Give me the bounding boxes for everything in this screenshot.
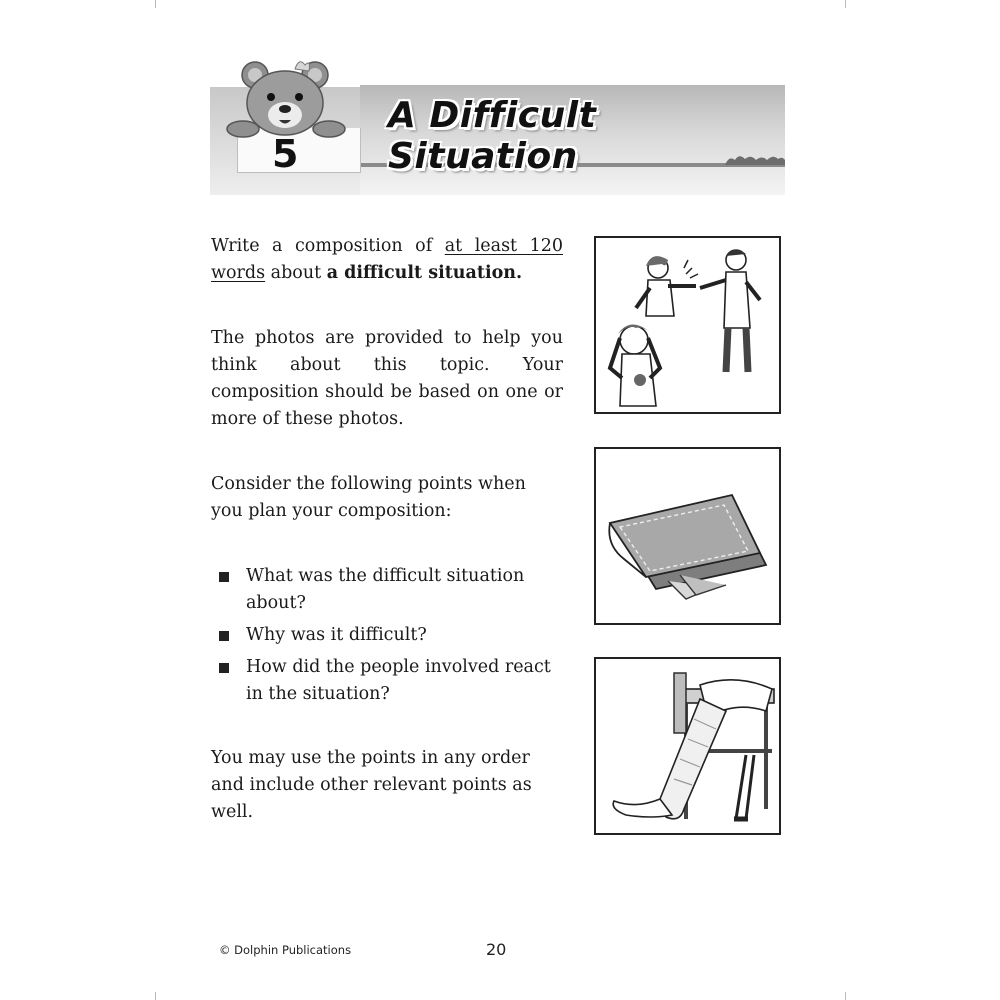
composition-topic: a difficult situation. (326, 263, 523, 283)
closing-paragraph: You may use the points in any order and include other relevant points as well. (211, 748, 532, 822)
page-title: A Difficult Situation (388, 95, 597, 177)
photo-arguing (594, 236, 781, 414)
crop-mark (845, 992, 846, 1000)
bullet-square-icon (219, 663, 229, 673)
consider-paragraph: Consider the following points when you plan your composition: (211, 474, 526, 521)
arguing-parents-icon (596, 238, 779, 412)
list-item (219, 563, 559, 617)
guiding-points-list (219, 563, 559, 713)
photo-wallet (594, 447, 781, 625)
point-text: What was the difficult situation about? (246, 566, 525, 613)
bullet-square-icon (219, 631, 229, 641)
bear-mascot-icon (225, 55, 355, 139)
word-count-requirement: at least 120 words (211, 236, 563, 283)
crop-mark (155, 0, 156, 8)
instruction-paragraph (211, 233, 563, 287)
copyright-notice: © Dolphin Publications (219, 943, 352, 957)
photo-leg-cast (594, 657, 781, 835)
unit-number: 5 (272, 132, 299, 176)
list-item (219, 654, 559, 708)
instruction-text: about (265, 263, 327, 283)
crop-mark (155, 992, 156, 1000)
list-item (219, 622, 559, 649)
crop-mark (845, 0, 846, 8)
page-number: 20 (486, 940, 507, 959)
photos-paragraph: The photos are provided to help you think about this topic. Your composition should be based on one or more of these photos. (211, 328, 563, 429)
bullet-square-icon (219, 572, 229, 582)
wallet-icon (596, 449, 779, 623)
unit-header (210, 55, 785, 175)
instruction-text: Write a composition of (211, 236, 445, 256)
point-text: Why was it difficult? (246, 625, 427, 645)
leg-cast-crutches-icon (596, 659, 779, 833)
point-text: How did the people involved react in the situation? (246, 657, 551, 704)
